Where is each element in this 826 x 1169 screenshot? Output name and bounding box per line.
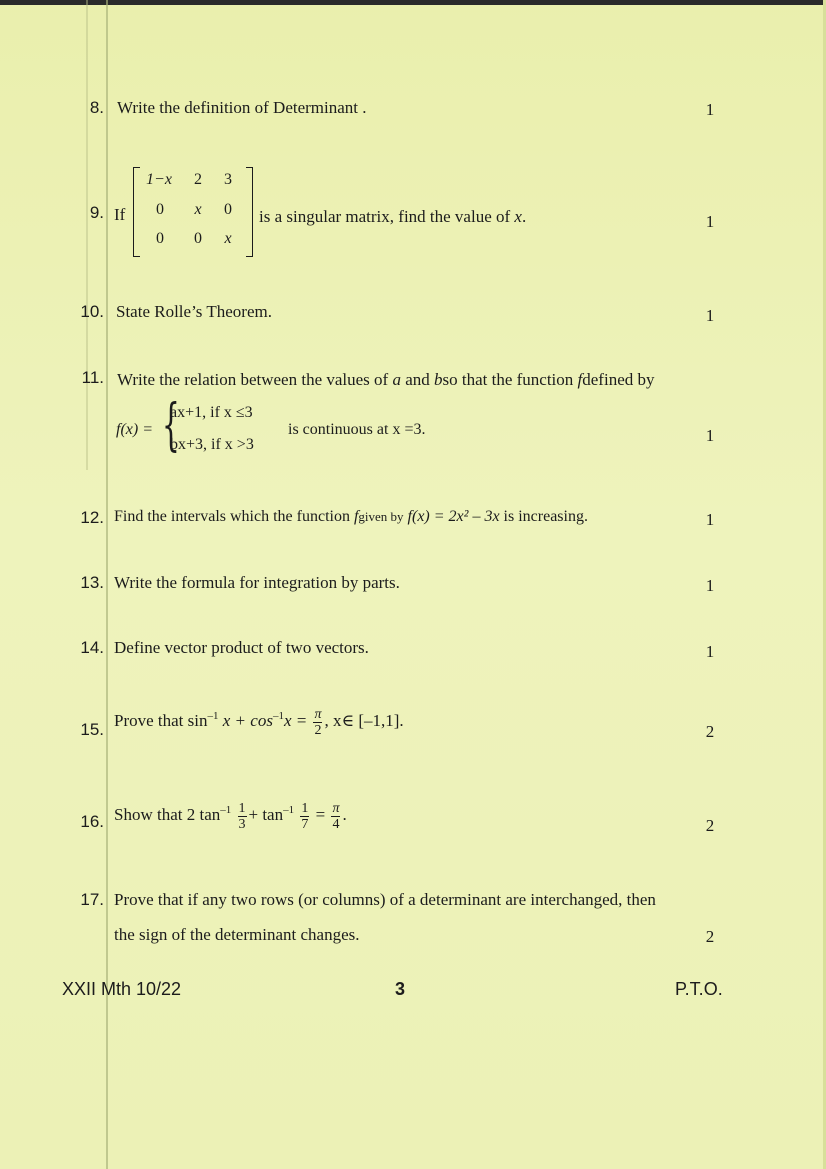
question-number: 9. — [89, 203, 104, 222]
top-edge — [0, 0, 826, 5]
matrix-cell: 1−x — [146, 171, 172, 188]
question-marks: 1 — [705, 212, 715, 231]
matrix-bracket-right — [246, 167, 253, 257]
question-marks: 2 — [705, 722, 715, 741]
question-text: Write the formula for integration by parts. — [114, 573, 400, 592]
question-marks: 1 — [705, 100, 715, 119]
fraction-pi-over-4: $\frac{\pi}{4}$ — [332, 800, 340, 832]
piecewise-lhs: f(x) = — [116, 421, 153, 438]
fraction-pi-over-2: $\frac{\pi}{2}$ — [314, 706, 322, 738]
question-marks: 1 — [705, 426, 715, 445]
question-text-line2: the sign of the determinant changes. — [114, 925, 360, 944]
question-number: 10. — [80, 302, 104, 321]
question-text: is a singular matrix, find the value of x. — [259, 207, 527, 226]
question-marks: 1 — [705, 576, 715, 595]
question-marks: 2 — [705, 927, 715, 946]
question-text: State Rolle’s Theorem. — [116, 302, 272, 321]
question-text: Prove that $\sin^{-1} x + \cos^{-1}x$ = $\frac{\pi}{2}$ , x∈ [–1,1]. — [114, 706, 404, 738]
question-text-line1: Prove that if any two rows (or columns) of a determinant are interchanged, then — [114, 890, 656, 909]
question-number: 13. — [80, 573, 104, 592]
matrix-cell: 0 — [156, 201, 164, 218]
question-marks: 1 — [705, 642, 715, 661]
fraction-one-third: $\frac{1}{3}$ — [238, 800, 246, 832]
question-text: Find the intervals which the function fgiven by f(x) = 2x² – 3x is increasing. — [114, 508, 588, 525]
question-text: is continuous at x =3. — [288, 421, 426, 438]
question-text: Define vector product of two vectors. — [114, 638, 369, 657]
question-marks: 2 — [705, 816, 715, 835]
question-text: Write the definition of Determinant . — [117, 98, 367, 117]
footer-pto: P.T.O. — [675, 979, 723, 999]
question-text: Show that 2 $\tan^{-1}$ $\frac{1}{3}$ + $\tan^{-1}$ $\frac{1}{7}$ = $\frac{\pi}{4}$ . — [114, 800, 347, 832]
margin-line-faint — [86, 0, 88, 470]
question-number: 17. — [80, 890, 104, 909]
footer-page-number: 3 — [395, 979, 406, 999]
question-number: 12. — [80, 508, 104, 527]
question-marks: 1 — [705, 306, 715, 325]
question-number: 15. — [80, 720, 104, 739]
question-number: 8. — [89, 98, 104, 117]
fraction-one-seventh: $\frac{1}{7}$ — [301, 800, 309, 832]
piecewise-case: ax+1, if x ≤3 — [170, 404, 253, 421]
piecewise-case: bx+3, if x >3 — [170, 436, 254, 453]
question-number: 11. — [81, 368, 104, 387]
question-if: If — [114, 205, 126, 224]
footer-code: XXII Mth 10/22 — [62, 979, 182, 999]
matrix-cell: 3 — [224, 171, 232, 188]
matrix-cell: 0 — [156, 230, 164, 247]
question-marks: 1 — [705, 510, 715, 529]
question-number: 14. — [80, 638, 104, 657]
question-number: 16. — [80, 812, 104, 831]
matrix-cell: 0 — [224, 201, 232, 218]
matrix-cell: x — [224, 230, 232, 247]
matrix-cell: x — [194, 201, 202, 218]
matrix — [133, 167, 253, 255]
piecewise-brace: { — [162, 393, 180, 458]
matrix-cell: 0 — [194, 230, 202, 247]
question-text: Write the relation between the values of a and bso that the function fdefined by — [117, 370, 655, 389]
matrix-cell: 2 — [194, 171, 202, 188]
